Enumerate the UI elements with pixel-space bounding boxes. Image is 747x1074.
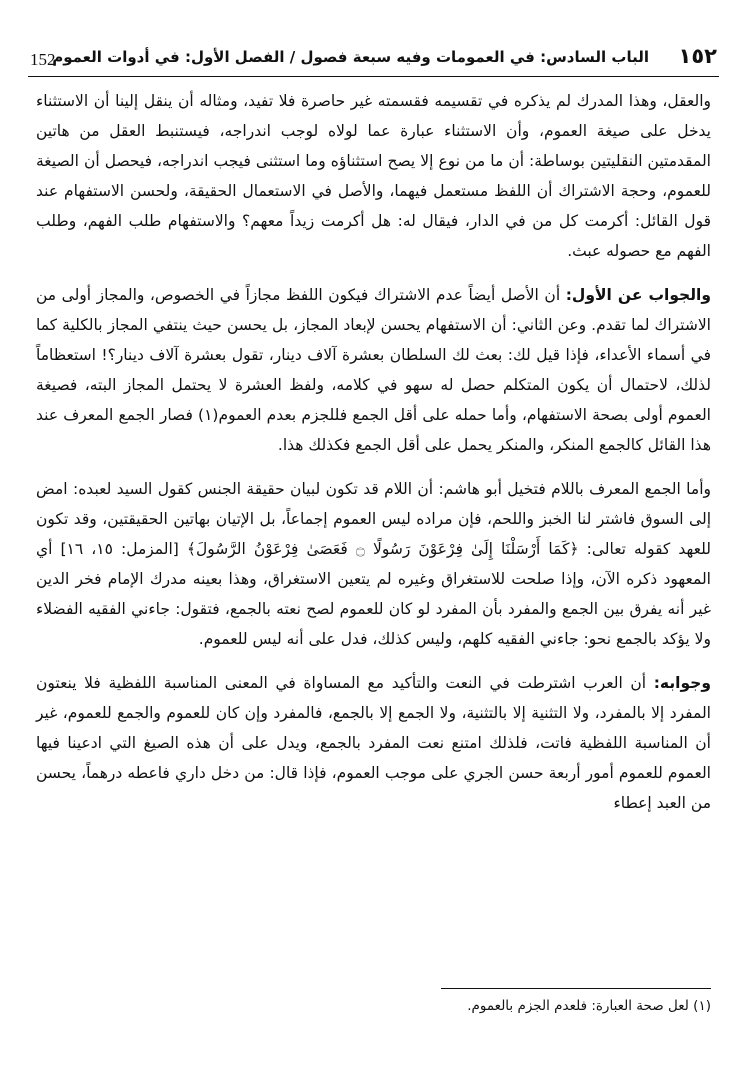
- footnote-divider: [441, 988, 711, 989]
- paragraph-4-text: أن العرب اشترطت في النعت والتأكيد مع المساواة في المعنى المناسبة اللفظية فلا ينعتون المفرد إلا بالمفرد، ولا التثنية إلا بالتثنية، ولا الجمع إلا بالجمع، فالمفرد وإن كان للعموم والجمع للعموم، غير أن المناسبة اللفظية فاتت، فلذلك امتنع نعت المفرد بالجمع، ويدل على أن هذه الصيغ التي ادعينا فيها العموم للعموم أمور أربعة حسن الجري على موجب العموم، فإذا قال: من دخل داري فاعطه درهماً، يحسن من العبد إعطاء: [36, 674, 711, 812]
- paragraph-1-text: والعقل، وهذا المدرك لم يذكره في تقسيمه فقسمته غير حاصرة فلا تفيد، ومثاله أن ينقل إلينا أن الاستثناء يدخل على صيغة العموم، وأن الاستثناء عبارة عما لولاه لوجب اندراجه، فيستنبط العقل من هاتين المقدمتين النقليتين بوساطة: أن ما من نوع إلا يصح استثناؤه وما استثنى فيجب اندراجه، فيحصل أن الصيغة للعموم، وحجة الاشتراك أن اللفظ مستعمل فيهما، والأصل في الاستعمال الحقيقة، ولحسن الاستفهام عند قول القائل: أكرمت كل من في الدار، فيقال له: هل أكرمت زيداً معهم؟ والاستفهام طلب الفهم، وطلب الفهم مع حصوله عبث.: [36, 92, 711, 260]
- footnote-text: لعل صحة العبارة: فلعدم الجزم بالعموم.: [467, 998, 689, 1014]
- paragraph-4-lead: وجوابه:: [653, 674, 711, 692]
- paragraph-2-lead: والجواب عن الأول:: [565, 286, 711, 304]
- paragraph-3-text: وأما الجمع المعرف باللام فتخيل أبو هاشم: أن اللام قد تكون لبيان حقيقة الجنس كقول السيد لعبده: امض إلى السوق فاشتر لنا الخبز واللحم، فإن مراده ليس العموم إجماعاً، بل الإتيان بهاتين الحقيقتين، وقد تكون للعهد كقوله تعالى: ﴿كَمَا أَرْسَلْنَا إِلَىٰ فِرْعَوْنَ رَسُولًا ۝ فَعَصَىٰ فِرْعَوْنُ الرَّسُولَ﴾ [المزمل: ١٥، ١٦] أي المعهود ذكره الآن، وإذا صلحت للاستغراق وغيره لم يتعين الاستغراق، وهذا بعينه مدرك الإمام فخر الدين غير أنه يفرق بين الجمع والمفرد بأن المفرد لو كان للعموم لصح نعته بالجمع، فتقول: جاءني الفقيه الفضلاء ولا يؤكد بالجمع نحو: جاءني الفقيه كلهم، وليس كذلك، فدل على أنه ليس للعموم.: [36, 480, 711, 648]
- page-header: [28, 40, 719, 77]
- page-body: [36, 86, 711, 818]
- paragraph-4: [36, 668, 711, 818]
- footnote: [36, 998, 711, 1014]
- paragraph-1: [36, 86, 711, 266]
- running-title: الباب السادس: في العمومات وفيه سبعة فصول / الفصل الأول: في أدوات العموم: [52, 48, 649, 66]
- paragraph-2-text: أن الأصل أيضاً عدم الاشتراك فيكون اللفظ مجازاً في الخصوص، والمجاز أولى من الاشتراك لما تقدم. وعن الثاني: أن الاستفهام يحسن لإبعاد المجاز، بل يحسن حيث ينتفي المجاز بالكلية كما في أسماء الأعداء، فإذا قيل لك: بعث لك السلطان بعشرة آلاف دينار، تقول بعشرة آلاف دينار؟! استعظاماً لذلك، لاحتمال أن يكون المتكلم حصل له سهو في كلامه، ولفظ العشرة لا يحتمل المجاز البته، فصيغة العموم أولى بصحة الاستفهام، وأما حمله على أقل الجمع فللجزم بعدم العموم(١) فصار الجمع المعرف عند هذا القائل كالجمع المنكر، والمنكر يحمل على أقل الجمع فكذلك هذا.: [36, 286, 711, 454]
- page-number-arabic: ١٥٢: [678, 44, 717, 68]
- paragraph-2: [36, 280, 711, 460]
- page-number-latin: 152: [30, 50, 56, 69]
- paragraph-3: [36, 474, 711, 654]
- footnote-marker: (١): [693, 998, 711, 1014]
